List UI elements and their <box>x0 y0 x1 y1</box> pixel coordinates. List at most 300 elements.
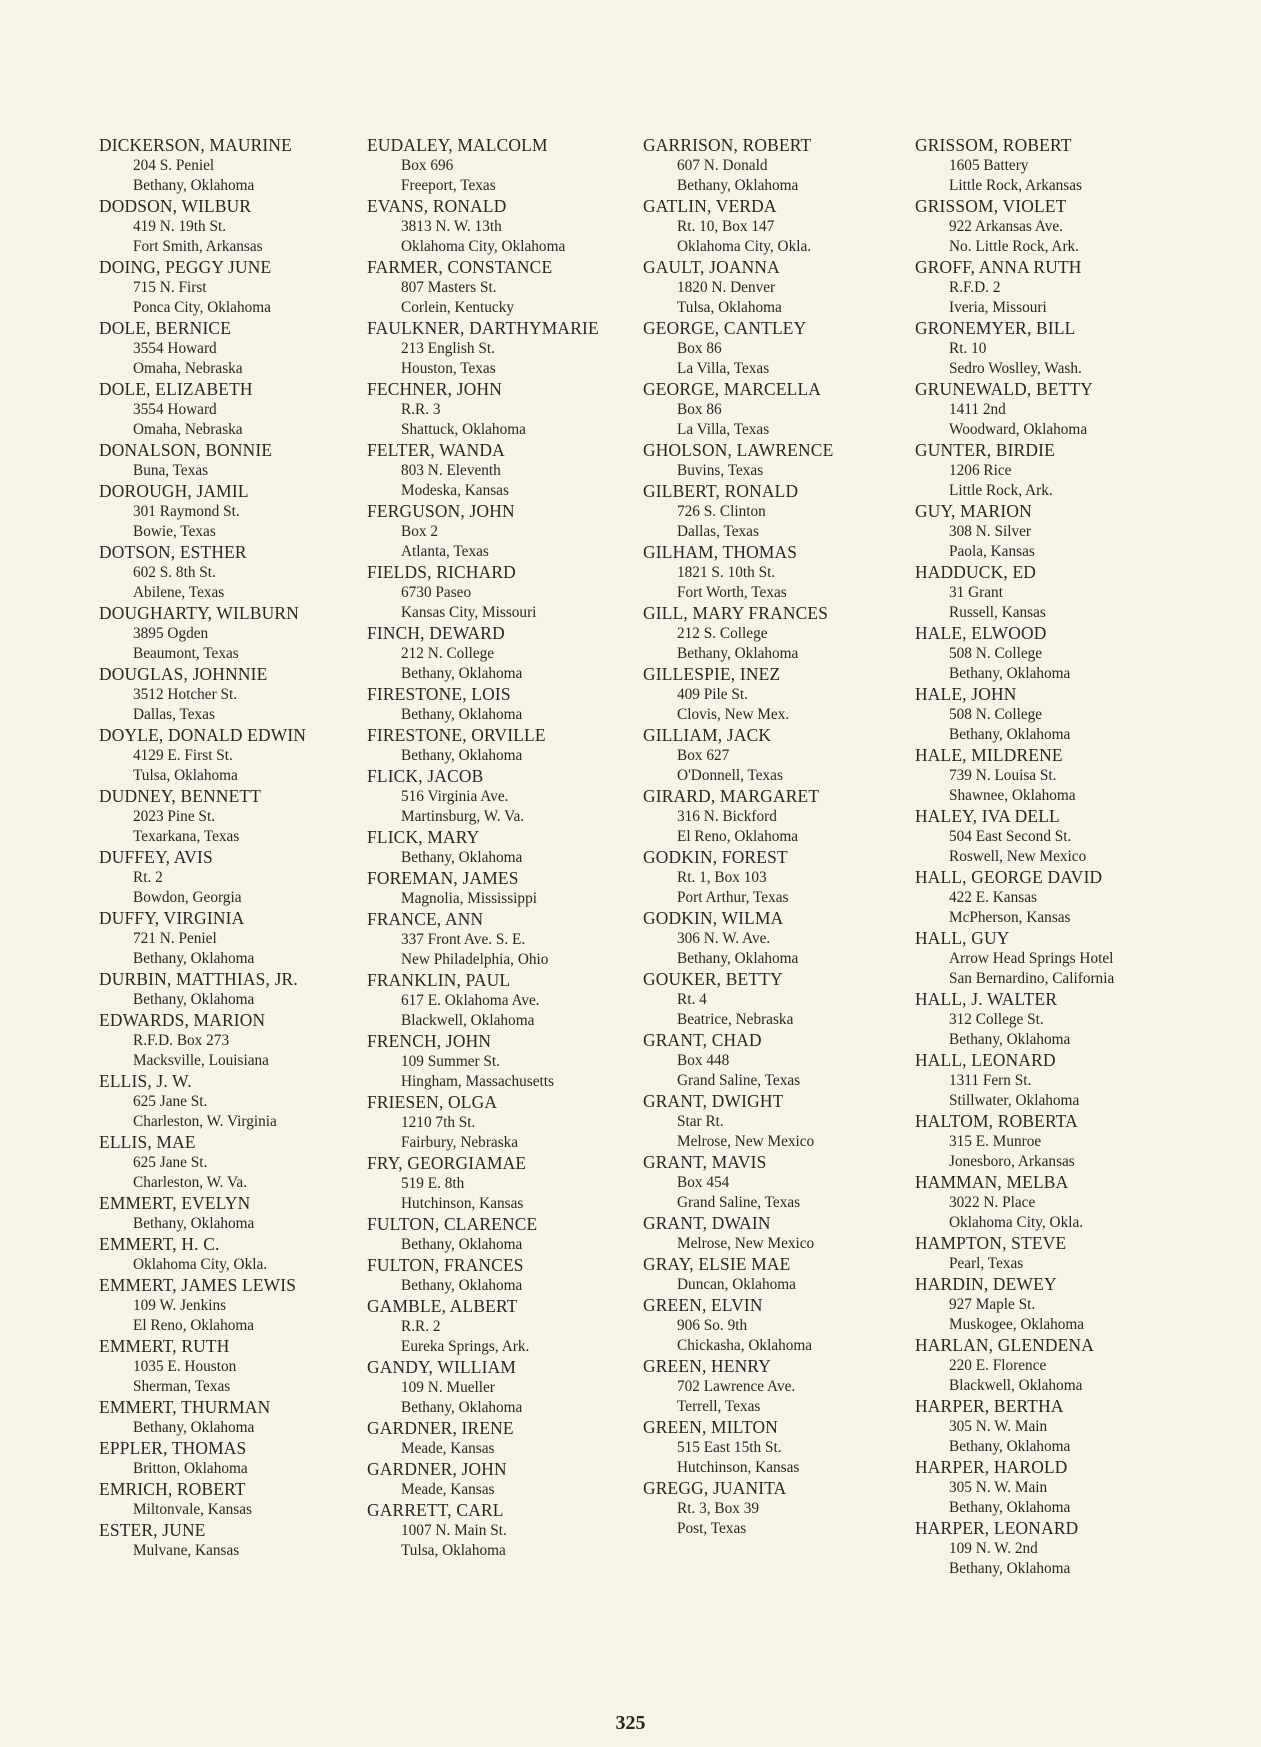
entry-name: GREEN, HENRY <box>643 1356 771 1376</box>
entry-address-line: Bowie, Texas <box>133 523 216 540</box>
entry-name: EMMERT, H. C. <box>99 1234 220 1254</box>
directory-entry <box>99 1336 389 1397</box>
directory-entry <box>915 501 1205 562</box>
directory-entry <box>643 440 933 481</box>
entry-address-line: 301 Raymond St. <box>133 503 240 520</box>
entry-address-line: 625 Jane St. <box>133 1093 208 1110</box>
entry-name: HARDIN, DEWEY <box>915 1274 1057 1294</box>
entry-name: GOUKER, BETTY <box>643 969 783 989</box>
entry-name: HARPER, BERTHA <box>915 1396 1064 1416</box>
directory-entry <box>915 1233 1205 1274</box>
directory-entry <box>367 1357 657 1418</box>
entry-address-line: Britton, Oklahoma <box>133 1460 248 1477</box>
entry-address-line: Rt. 4 <box>677 991 707 1008</box>
directory-entry <box>99 847 389 908</box>
entry-address-line: 419 N. 19th St. <box>133 218 227 235</box>
entry-address-line: Shawnee, Oklahoma <box>949 787 1076 804</box>
entry-name: HALL, J. WALTER <box>915 989 1058 1009</box>
entry-address-line: 6730 Paseo <box>401 584 472 601</box>
directory-entry <box>915 1111 1205 1172</box>
entry-address-line: 807 Masters St. <box>401 279 497 296</box>
entry-address-line: Terrell, Texas <box>677 1398 761 1415</box>
directory-entry <box>643 1254 933 1295</box>
entry-name: ESTER, JUNE <box>99 1520 206 1540</box>
directory-entry <box>643 318 933 379</box>
entry-name: GODKIN, FOREST <box>643 847 788 867</box>
directory-entry <box>367 623 657 684</box>
entry-name: FLICK, JACOB <box>367 766 484 786</box>
entry-address-line: Grand Saline, Texas <box>677 1194 801 1211</box>
entry-name: EMMERT, THURMAN <box>99 1397 271 1417</box>
entry-name: GAULT, JOANNA <box>643 257 780 277</box>
entry-address-line: Texarkana, Texas <box>133 828 240 845</box>
entry-address-line: Roswell, New Mexico <box>949 848 1087 865</box>
entry-address-line: Iveria, Missouri <box>949 299 1047 316</box>
entry-name: FRY, GEORGIAMAE <box>367 1153 527 1173</box>
directory-entry <box>367 1031 657 1092</box>
directory-entry <box>915 623 1205 684</box>
directory-entry <box>643 379 933 440</box>
directory-entry <box>99 1234 389 1275</box>
directory-entry <box>99 1275 389 1336</box>
entry-address-line: 1311 Fern St. <box>949 1072 1032 1089</box>
entry-name: FIELDS, RICHARD <box>367 562 516 582</box>
entry-name: FRANCE, ANN <box>367 909 484 929</box>
entry-address-line: 715 N. First <box>133 279 207 296</box>
directory-entry <box>99 318 389 379</box>
entry-address-line: Box 448 <box>677 1052 730 1069</box>
directory-entry <box>643 257 933 318</box>
entry-address-line: Meade, Kansas <box>401 1481 495 1498</box>
entry-address-line: Kansas City, Missouri <box>401 604 537 621</box>
entry-address-line: Beatrice, Nebraska <box>677 1011 794 1028</box>
entry-address-line: Bethany, Oklahoma <box>677 645 799 662</box>
directory-entry <box>915 989 1205 1050</box>
entry-name: GRUNEWALD, BETTY <box>915 379 1094 399</box>
entry-name: DUFFEY, AVIS <box>99 847 213 867</box>
entry-name: GREEN, ELVIN <box>643 1295 763 1315</box>
entry-name: GODKIN, WILMA <box>643 908 784 928</box>
entry-name: DURBIN, MATTHIAS, JR. <box>99 969 298 989</box>
entry-name: GRANT, DWIGHT <box>643 1091 784 1111</box>
directory-entry <box>915 135 1205 196</box>
entry-address-line: Buna, Texas <box>133 462 209 479</box>
entry-address-line: Box 627 <box>677 747 730 764</box>
entry-name: EVANS, RONALD <box>367 196 507 216</box>
entry-name: GUY, MARION <box>915 501 1032 521</box>
entry-address-line: 3512 Hotcher St. <box>133 686 238 703</box>
entry-address-line: R.F.D. Box 273 <box>133 1032 230 1049</box>
directory-entry <box>367 827 657 868</box>
entry-address-line: No. Little Rock, Ark. <box>949 238 1080 255</box>
entry-name: GRAY, ELSIE MAE <box>643 1254 791 1274</box>
directory-entry <box>915 1518 1205 1579</box>
entry-name: DOUGLAS, JOHNNIE <box>99 664 268 684</box>
entry-address-line: Magnolia, Mississippi <box>401 890 537 907</box>
column-4 <box>915 135 1205 1579</box>
entry-address-line: 1035 E. Houston <box>133 1358 237 1375</box>
entry-name: EMMERT, JAMES LEWIS <box>99 1275 297 1295</box>
entry-name: DUDNEY, BENNETT <box>99 786 262 806</box>
entry-address-line: Hingham, Massachusetts <box>401 1073 554 1090</box>
entry-address-line: Charleston, W. Virginia <box>133 1113 277 1130</box>
entry-address-line: 1820 N. Denver <box>677 279 776 296</box>
entry-address-line: Bethany, Oklahoma <box>401 665 523 682</box>
entry-address-line: Beaumont, Texas <box>133 645 239 662</box>
entry-name: GARRISON, ROBERT <box>643 135 812 155</box>
directory-entry <box>99 1010 389 1071</box>
directory-entry <box>915 1396 1205 1457</box>
entry-address-line: Dallas, Texas <box>677 523 759 540</box>
entry-name: HALL, GEORGE DAVID <box>915 867 1103 887</box>
entry-name: GEORGE, MARCELLA <box>643 379 822 399</box>
directory-entry <box>367 909 657 970</box>
entry-address-line: 337 Front Ave. S. E. <box>401 931 526 948</box>
entry-address-line: 409 Pile St. <box>677 686 748 703</box>
entry-address-line: Tulsa, Oklahoma <box>133 767 238 784</box>
directory-entry <box>643 847 933 908</box>
entry-address-line: Bethany, Oklahoma <box>949 665 1071 682</box>
directory-entry <box>99 1438 389 1479</box>
directory-entry <box>367 684 657 725</box>
directory-entry <box>367 440 657 501</box>
directory-entry <box>915 867 1205 928</box>
entry-address-line: 422 E. Kansas <box>949 889 1037 906</box>
entry-address-line: Dallas, Texas <box>133 706 215 723</box>
entry-address-line: Bethany, Oklahoma <box>677 950 799 967</box>
entry-address-line: Bethany, Oklahoma <box>133 991 255 1008</box>
entry-name: HALE, JOHN <box>915 684 1017 704</box>
entry-address-line: Melrose, New Mexico <box>677 1133 815 1150</box>
entry-address-line: Paola, Kansas <box>949 543 1035 560</box>
directory-entry <box>367 257 657 318</box>
directory-entry <box>915 684 1205 745</box>
directory-entry <box>99 1193 389 1234</box>
directory-entry <box>915 1335 1205 1396</box>
entry-address-line: 607 N. Donald <box>677 157 768 174</box>
entry-name: HALE, ELWOOD <box>915 623 1047 643</box>
entry-name: GREEN, MILTON <box>643 1417 778 1437</box>
directory-entry <box>643 1417 933 1478</box>
directory-entry <box>99 1520 389 1561</box>
entry-address-line: Bethany, Oklahoma <box>949 1560 1071 1577</box>
entry-address-line: 109 Summer St. <box>401 1053 501 1070</box>
entry-name: FULTON, FRANCES <box>367 1255 524 1275</box>
entry-name: GREGG, JUANITA <box>643 1478 787 1498</box>
entry-address-line: 109 N. Mueller <box>401 1379 495 1396</box>
entry-address-line: 504 East Second St. <box>949 828 1072 845</box>
entry-address-line: 212 S. College <box>677 625 768 642</box>
entry-address-line: Omaha, Nebraska <box>133 421 243 438</box>
directory-entry <box>643 196 933 257</box>
entry-address-line: 312 College St. <box>949 1011 1044 1028</box>
entry-address-line: 1411 2nd <box>949 401 1006 418</box>
entry-address-line: Little Rock, Ark. <box>949 482 1053 499</box>
directory-entry <box>643 603 933 664</box>
entry-address-line: 1206 Rice <box>949 462 1012 479</box>
directory-entry <box>915 1050 1205 1111</box>
entry-name: FRENCH, JOHN <box>367 1031 492 1051</box>
directory-entry <box>643 1152 933 1213</box>
entry-address-line: El Reno, Oklahoma <box>677 828 799 845</box>
entry-address-line: 3022 N. Place <box>949 1194 1036 1211</box>
entry-address-line: Bethany, Oklahoma <box>949 1438 1071 1455</box>
entry-name: GUNTER, BIRDIE <box>915 440 1055 460</box>
entry-address-line: Chickasha, Oklahoma <box>677 1337 813 1354</box>
entry-address-line: 109 N. W. 2nd <box>949 1540 1038 1557</box>
entry-address-line: Bethany, Oklahoma <box>133 950 255 967</box>
column-2 <box>367 135 657 1561</box>
entry-address-line: 906 So. 9th <box>677 1317 748 1334</box>
directory-entry <box>99 440 389 481</box>
entry-name: GRISSOM, ROBERT <box>915 135 1072 155</box>
directory-entry <box>643 1030 933 1091</box>
entry-name: HALEY, IVA DELL <box>915 806 1060 826</box>
directory-entry <box>915 379 1205 440</box>
entry-address-line: R.R. 3 <box>401 401 441 418</box>
entry-address-line: 739 N. Louisa St. <box>949 767 1057 784</box>
entry-address-line: R.F.D. 2 <box>949 279 1001 296</box>
entry-name: HADDUCK, ED <box>915 562 1037 582</box>
entry-name: HALL, GUY <box>915 928 1010 948</box>
entry-name: GILHAM, THOMAS <box>643 542 798 562</box>
directory-entry <box>99 379 389 440</box>
entry-address-line: Stillwater, Oklahoma <box>949 1092 1080 1109</box>
directory-entry <box>99 1479 389 1520</box>
entry-address-line: Oklahoma City, Okla. <box>677 238 812 255</box>
directory-entry <box>99 257 389 318</box>
directory-entry <box>643 908 933 969</box>
entry-address-line: Grand Saline, Texas <box>677 1072 801 1089</box>
directory-entry <box>99 603 389 664</box>
entry-address-line: Box 454 <box>677 1174 730 1191</box>
entry-address-line: Freeport, Texas <box>401 177 496 194</box>
directory-entry <box>367 379 657 440</box>
entry-name: FLICK, MARY <box>367 827 480 847</box>
entry-address-line: Omaha, Nebraska <box>133 360 243 377</box>
entry-name: DICKERSON, MAURINE <box>99 135 292 155</box>
entry-address-line: 3554 Howard <box>133 340 217 357</box>
entry-address-line: Miltonvale, Kansas <box>133 1501 252 1518</box>
entry-address-line: Eureka Springs, Ark. <box>401 1338 530 1355</box>
entry-address-line: Rt. 10 <box>949 340 987 357</box>
entry-address-line: 702 Lawrence Ave. <box>677 1378 796 1395</box>
directory-entry <box>367 318 657 379</box>
entry-name: ELLIS, J. W. <box>99 1071 192 1091</box>
entry-address-line: 721 N. Peniel <box>133 930 217 947</box>
entry-address-line: Rt. 2 <box>133 869 163 886</box>
entry-address-line: 515 East 15th St. <box>677 1439 782 1456</box>
entry-address-line: Bethany, Oklahoma <box>133 177 255 194</box>
entry-address-line: 220 E. Florence <box>949 1357 1047 1374</box>
entry-address-line: 316 N. Bickford <box>677 808 777 825</box>
entry-address-line: 508 N. College <box>949 645 1043 662</box>
entry-address-line: Fort Worth, Texas <box>677 584 787 601</box>
directory-entry <box>915 928 1205 989</box>
directory-entry <box>915 318 1205 379</box>
entry-name: GEORGE, CANTLEY <box>643 318 807 338</box>
entry-address-line: Bowdon, Georgia <box>133 889 242 906</box>
entry-address-line: Arrow Head Springs Hotel <box>949 950 1114 967</box>
entry-address-line: 305 N. W. Main <box>949 1418 1048 1435</box>
entry-name: DUFFY, VIRGINIA <box>99 908 245 928</box>
entry-address-line: 315 E. Munroe <box>949 1133 1042 1150</box>
entry-address-line: Corlein, Kentucky <box>401 299 515 316</box>
entry-address-line: 213 English St. <box>401 340 495 357</box>
entry-address-line: San Bernardino, California <box>949 970 1115 987</box>
entry-address-line: Fort Smith, Arkansas <box>133 238 263 255</box>
entry-address-line: Abilene, Texas <box>133 584 225 601</box>
entry-address-line: 3895 Ogden <box>133 625 209 642</box>
entry-address-line: O'Donnell, Texas <box>677 767 783 784</box>
entry-address-line: Box 696 <box>401 157 454 174</box>
entry-address-line: Post, Texas <box>677 1520 747 1537</box>
entry-address-line: 4129 E. First St. <box>133 747 233 764</box>
entry-address-line: 519 E. 8th <box>401 1175 465 1192</box>
entry-name: GATLIN, VERDA <box>643 196 777 216</box>
entry-address-line: Bethany, Oklahoma <box>677 177 799 194</box>
directory-entry <box>99 196 389 257</box>
entry-address-line: Bethany, Oklahoma <box>401 1277 523 1294</box>
directory-entry <box>99 1397 389 1438</box>
entry-address-line: 516 Virginia Ave. <box>401 788 509 805</box>
entry-address-line: Box 2 <box>401 523 438 540</box>
entry-address-line: Houston, Texas <box>401 360 496 377</box>
entry-address-line: 617 E. Oklahoma Ave. <box>401 992 540 1009</box>
entry-address-line: Oklahoma City, Okla. <box>133 1256 268 1273</box>
entry-address-line: Little Rock, Arkansas <box>949 177 1082 194</box>
directory-entry <box>99 908 389 969</box>
entry-name: FECHNER, JOHN <box>367 379 502 399</box>
directory-entry <box>915 1172 1205 1233</box>
entry-name: EMMERT, RUTH <box>99 1336 230 1356</box>
directory-entry <box>643 1295 933 1356</box>
entry-name: DODSON, WILBUR <box>99 196 252 216</box>
directory-entry <box>915 745 1205 806</box>
entry-address-line: 212 N. College <box>401 645 495 662</box>
directory-entry <box>643 969 933 1030</box>
directory-entry <box>99 542 389 603</box>
entry-name: FIRESTONE, LOIS <box>367 684 511 704</box>
entry-address-line: Port Arthur, Texas <box>677 889 789 906</box>
directory-entry <box>367 1255 657 1296</box>
entry-name: GHOLSON, LAWRENCE <box>643 440 834 460</box>
entry-address-line: El Reno, Oklahoma <box>133 1317 255 1334</box>
entry-address-line: 306 N. W. Ave. <box>677 930 771 947</box>
entry-name: HALTOM, ROBERTA <box>915 1111 1078 1131</box>
entry-address-line: 308 N. Silver <box>949 523 1032 540</box>
directory-entry <box>643 1091 933 1152</box>
entry-address-line: 3554 Howard <box>133 401 217 418</box>
directory-entry <box>367 135 657 196</box>
entry-address-line: Mulvane, Kansas <box>133 1542 240 1559</box>
entry-name: FAULKNER, DARTHYMARIE <box>367 318 599 338</box>
entry-address-line: 2023 Pine St. <box>133 808 216 825</box>
entry-address-line: 508 N. College <box>949 706 1043 723</box>
entry-address-line: Bethany, Oklahoma <box>401 747 523 764</box>
entry-address-line: Shattuck, Oklahoma <box>401 421 526 438</box>
entry-address-line: 305 N. W. Main <box>949 1479 1048 1496</box>
entry-address-line: 726 S. Clinton <box>677 503 766 520</box>
entry-address-line: Blackwell, Oklahoma <box>949 1377 1083 1394</box>
entry-address-line: 927 Maple St. <box>949 1296 1036 1313</box>
directory-entry <box>367 1459 657 1500</box>
entry-address-line: Bethany, Oklahoma <box>949 1499 1071 1516</box>
entry-address-line: Rt. 3, Box 39 <box>677 1500 760 1517</box>
entry-address-line: Muskogee, Oklahoma <box>949 1316 1085 1333</box>
entry-name: HAMPTON, STEVE <box>915 1233 1067 1253</box>
entry-address-line: 3813 N. W. 13th <box>401 218 502 235</box>
entry-address-line: Pearl, Texas <box>949 1255 1024 1272</box>
entry-address-line: Meade, Kansas <box>401 1440 495 1457</box>
entry-address-line: Sedro Woslley, Wash. <box>949 360 1082 377</box>
directory-entry <box>915 440 1205 501</box>
entry-address-line: Bethany, Oklahoma <box>401 1399 523 1416</box>
entry-address-line: Oklahoma City, Oklahoma <box>401 238 566 255</box>
entry-name: HARLAN, GLENDENA <box>915 1335 1095 1355</box>
entry-name: FRIESEN, OLGA <box>367 1092 498 1112</box>
entry-address-line: Modeska, Kansas <box>401 482 509 499</box>
directory-entry <box>99 1071 389 1132</box>
entry-address-line: Jonesboro, Arkansas <box>949 1153 1075 1170</box>
entry-address-line: Bethany, Oklahoma <box>401 849 523 866</box>
directory-entry <box>99 725 389 786</box>
directory-entry <box>367 1092 657 1153</box>
directory-entry <box>643 135 933 196</box>
entry-name: GRANT, MAVIS <box>643 1152 767 1172</box>
entry-name: GAMBLE, ALBERT <box>367 1296 518 1316</box>
directory-entry <box>99 786 389 847</box>
entry-address-line: 803 N. Eleventh <box>401 462 501 479</box>
entry-name: EPPLER, THOMAS <box>99 1438 247 1458</box>
directory-entry <box>643 725 933 786</box>
entry-address-line: Bethany, Oklahoma <box>401 1236 523 1253</box>
entry-address-line: Hutchinson, Kansas <box>401 1195 524 1212</box>
entry-name: ELLIS, MAE <box>99 1132 196 1152</box>
directory-entry <box>367 562 657 623</box>
entry-name: HALE, MILDRENE <box>915 745 1063 765</box>
entry-name: FRANKLIN, PAUL <box>367 970 511 990</box>
directory-entry <box>367 1153 657 1214</box>
entry-address-line: Rt. 10, Box 147 <box>677 218 775 235</box>
entry-address-line: 1210 7th St. <box>401 1114 476 1131</box>
entry-address-line: Hutchinson, Kansas <box>677 1459 800 1476</box>
entry-name: DOLE, BERNICE <box>99 318 232 338</box>
directory-entry <box>99 481 389 542</box>
entry-address-line: Martinsburg, W. Va. <box>401 808 525 825</box>
directory-entry <box>99 664 389 725</box>
entry-name: HAMMAN, MELBA <box>915 1172 1069 1192</box>
entry-name: GILLESPIE, INEZ <box>643 664 781 684</box>
entry-name: GILL, MARY FRANCES <box>643 603 829 623</box>
directory-entry <box>915 1274 1205 1335</box>
entry-address-line: Star Rt. <box>677 1113 724 1130</box>
entry-address-line: New Philadelphia, Ohio <box>401 951 549 968</box>
directory-entry <box>643 1213 933 1254</box>
entry-name: GILBERT, RONALD <box>643 481 799 501</box>
entry-address-line: Blackwell, Oklahoma <box>401 1012 535 1029</box>
directory-entry <box>367 766 657 827</box>
entry-name: GANDY, WILLIAM <box>367 1357 516 1377</box>
entry-address-line: Atlanta, Texas <box>401 543 489 560</box>
entry-name: DONALSON, BONNIE <box>99 440 273 460</box>
entry-address-line: Bethany, Oklahoma <box>133 1215 255 1232</box>
entry-address-line: R.R. 2 <box>401 1318 441 1335</box>
entry-name: GRANT, CHAD <box>643 1030 762 1050</box>
entry-name: GIRARD, MARGARET <box>643 786 820 806</box>
directory-entry <box>643 664 933 725</box>
entry-name: DOUGHARTY, WILBURN <box>99 603 299 623</box>
